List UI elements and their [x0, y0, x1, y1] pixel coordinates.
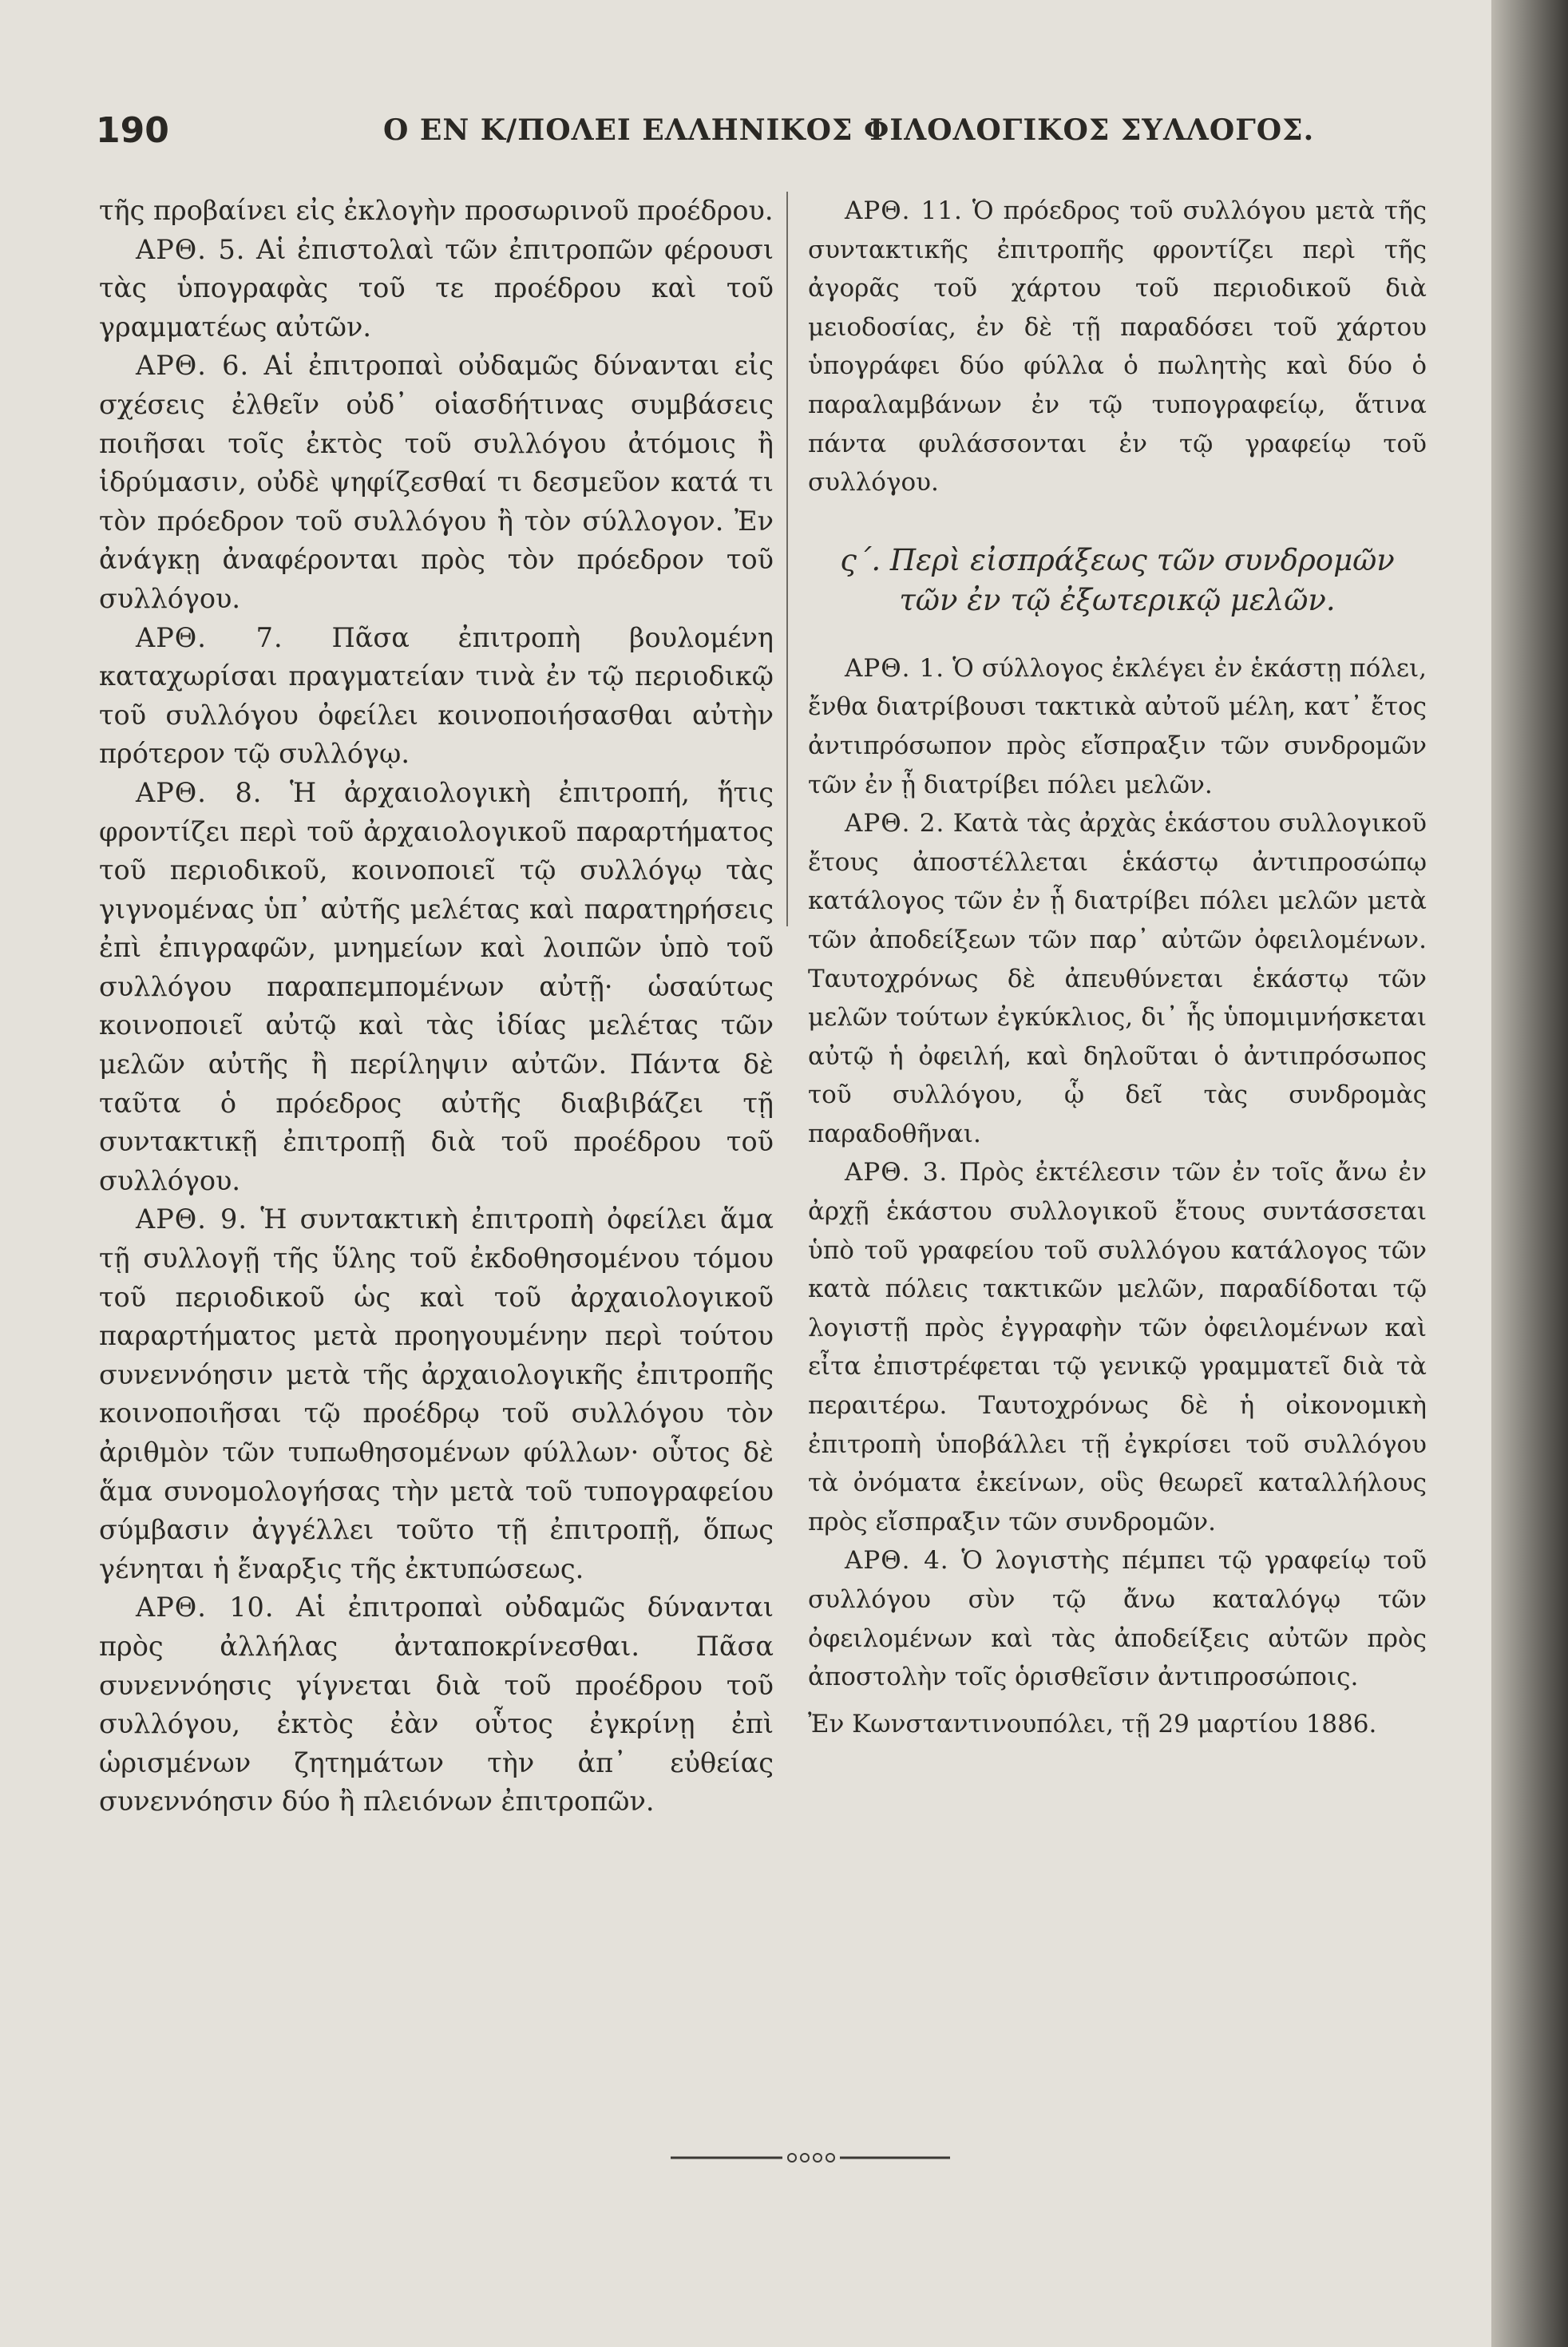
- article-number: ΑΡΘ. 9.: [136, 1203, 247, 1235]
- article-text: Ἡ ἀρχαιολογικὴ ἐπιτροπή, ἥτις φροντίζει περὶ τοῦ ἀρχαιολογικοῦ παραρτήματος τοῦ περιοδικοῦ, κοινοποιεῖ τῷ συλλόγῳ τὰς γιγνομένας ὑπ᾽ αὐτῆς μελέτας καὶ παρατηρήσεις ἐπὶ ἐπιγραφῶν, μνημείων καὶ λοιπῶν ὑπὸ τοῦ συλλόγου παραπεμπομένων αὐτῇ· ὡσαύτως κοινοποιεῖ αὐτῷ καὶ τὰς ἰδίας μελέτας τῶν μελῶν αὐτῆς ἢ περίληψιν αὐτῶν. Πάντα δὲ ταῦτα ὁ πρόεδρος αὐτῆς διαβιβάζει τῇ συντακτικῇ ἐπιτροπῇ διὰ τοῦ προέδρου τοῦ συλλόγου.: [99, 776, 774, 1196]
- date-signature: Ἐν Κωνσταντινουπόλει, τῇ 29 μαρτίου 1886.: [808, 1709, 1377, 1738]
- article-text: Αἱ ἐπιτροπαὶ οὐδαμῶς δύνανται εἰς σχέσεις ἐλθεῖν οὐδ᾽ οἱασδήτινας συμβάσεις ποιῆσαι τοῖς ἐκτὸς τοῦ συλλόγου ἀτόμοις ἢ ἱδρύμασιν, οὐδὲ ψηφίζεσθαί τι δεσμεῦον κατά τι τὸν πρόεδρον τοῦ συλλόγου ἢ τὸν σύλλογον. Ἐν ἀνάγκῃ ἀναφέρονται πρὸς τὸν πρόεδρον τοῦ συλλόγου.: [99, 350, 774, 614]
- left-column: [99, 192, 774, 1822]
- article-text: Ἡ συντακτικὴ ἐπιτροπὴ ὀφείλει ἅμα τῇ συλλογῇ τῆς ὕλης τοῦ ἐκδοθησομένου τόμου τοῦ περιοδικοῦ ὡς καὶ τοῦ ἀρχαιολογικοῦ παραρτήματος μετὰ προηγουμένην περὶ τούτου συνεννόησιν μετὰ τῆς ἀρχαιολογικῆς ἐπιτροπῆς κοινοποιῆσαι τῷ προέδρῳ τοῦ συλλόγου τὸν ἀριθμὸν τῶν τυπωθησομένων φύλλων· οὗτος δὲ ἅμα συνομολογήσας τὴν μετὰ τοῦ τυπογραφείου σύμβασιν ἀγγέλλει τοῦτο τῇ ἐπιτροπῇ, ὅπως γένηται ἡ ἔναρξις τῆς ἐκτυπώσεως.: [99, 1203, 774, 1584]
- article-11: [808, 192, 1427, 502]
- article-number: ΑΡΘ. 5.: [136, 233, 246, 265]
- article-text: Ὁ σύλλογος ἐκλέγει ἐν ἑκάστῃ πόλει, ἔνθα διατρίβουσι τακτικὰ αὐτοῦ μέλη, κατ᾽ ἔτος ἀντιπρόσωπον πρὸς εἴσπραξιν τῶν συνδρομῶν τῶν ἐν ᾗ διατρίβει πόλει μελῶν.: [808, 653, 1427, 799]
- column-divider: [786, 192, 788, 926]
- article-2: [808, 804, 1427, 1153]
- article-text: Ὁ λογιστὴς πέμπει τῷ γραφείῳ τοῦ συλλόγου σὺν τῷ ἄνω καταλόγῳ τῶν ὀφειλομένων καὶ τὰς ἀποδείξεις αὐτῶν πρὸς ἀποστολὴν τοῖς ὁρισθεῖσιν ἀντιπροσώποις.: [808, 1546, 1427, 1692]
- running-title: Ο ΕΝ Κ/ΠΟΛΕΙ ΕΛΛΗΝΙΚΟΣ ΦΙΛΟΛΟΓΙΚΟΣ ΣΥΛΛΟΓΟΣ.: [383, 113, 1315, 147]
- article-1: [808, 649, 1427, 804]
- article-number: ΑΡΘ. 8.: [136, 776, 263, 808]
- article-number: ΑΡΘ. 4.: [845, 1546, 949, 1576]
- article-number: ΑΡΘ. 3.: [845, 1158, 948, 1187]
- article-text: Ὁ πρόεδρος τοῦ συλλόγου μετὰ τῆς συντακτικῆς ἐπιτροπῆς φροντίζει περὶ τῆς ἀγορᾶς τοῦ χάρτου τοῦ περιοδικοῦ διὰ μειοδοσίας, ἐν δὲ τῇ παραδόσει τοῦ χάρτου ὑπογράφει δύο φύλλα ὁ πωλητὴς καὶ δύο ὁ παραλαμβάνων ἐν τῷ τυπογραφείῳ, ἅτινα πάντα φυλάσσονται ἐν τῷ γραφείῳ τοῦ συλλόγου.: [808, 196, 1427, 498]
- article-number: ΑΡΘ. 2.: [845, 809, 945, 838]
- article-5: [99, 231, 774, 347]
- right-column: [808, 192, 1427, 1743]
- article-number: ΑΡΘ. 6.: [136, 350, 250, 382]
- article-number: ΑΡΘ. 7.: [136, 621, 283, 653]
- article-text: Αἱ ἐπιστολαὶ τῶν ἐπιτροπῶν φέρουσι τὰς ὑπογραφὰς τοῦ τε προέδρου καὶ τοῦ γραμματέως αὐτῶν.: [99, 233, 774, 343]
- section-heading-line: ς΄. Περὶ εἰσπράξεως τῶν συνδρομῶν: [840, 542, 1395, 577]
- page-header: [96, 110, 1315, 158]
- article-4: [808, 1541, 1427, 1696]
- article-text: Κατὰ τὰς ἀρχὰς ἑκάστου συλλογικοῦ ἔτους ἀποστέλλεται ἑκάστῳ ἀντιπροσώπῳ κατάλογος τῶν ἐν ᾗ διατρίβει πόλει μελῶν μετὰ τῶν ἀποδείξεων τῶν παρ᾽ αὐτῶν ὀφειλομένων. Ταυτοχρόνως δὲ ἀπευθύνεται ἑκάστῳ τῶν μελῶν τούτων ἐγκύκλιος, δι᾽ ἧς ὑπομιμνήσκεται αὐτῷ ἡ ὀφειλή, καὶ δηλοῦται ὁ ἀντιπρόσωπος τοῦ συλλόγου, ᾧ δεῖ τὰς συνδρομὰς παραδοθῆναι.: [808, 809, 1427, 1148]
- section-heading-line: τῶν ἐν τῷ ἐξωτερικῷ μελῶν.: [899, 582, 1336, 617]
- article-7: [99, 619, 774, 774]
- article-8: [99, 774, 774, 1201]
- article-number: ΑΡΘ. 10.: [136, 1592, 275, 1623]
- end-ornament: [671, 2153, 950, 2163]
- article-text: Πρὸς ἐκτέλεσιν τῶν ἐν τοῖς ἄνω ἐν ἀρχῇ ἑκάστου συλλογικοῦ ἔτους συντάσσεται ὑπὸ τοῦ γραφείου τοῦ συλλόγου κατάλογος τῶν κατὰ πόλεις τακτικῶν μελῶν, παραδίδοται τῷ λογιστῇ πρὸς ἐγγραφὴν τῶν ὀφειλομένων καὶ εἶτα ἐπιστρέφεται τῷ γενικῷ γραμματεῖ διὰ τὰ περαιτέρω. Ταυτοχρόνως δὲ ἡ οἰκονομικὴ ἐπιτροπὴ ὑποβάλλει τῇ ἐγκρίσει τοῦ συλλόγου τὰ ὀνόματα ἐκείνων, οὓς θεωρεῖ καταλλήλους πρὸς εἴσπραξιν τῶν συνδρομῶν.: [808, 1158, 1427, 1536]
- article-text: Αἱ ἐπιτροπαὶ οὐδαμῶς δύνανται πρὸς ἀλλήλας ἀνταποκρίνεσθαι. Πᾶσα συνεννόησις γίγνεται διὰ τοῦ προέδρου τοῦ συλλόγου, ἐκτὸς ἐὰν οὗτος ἐγκρίνῃ ἐπὶ ὡρισμένων ζητημάτων τὴν ἀπ᾽ εὐθείας συνεννόησιν δύο ἢ πλειόνων ἐπιτροπῶν.: [99, 1592, 774, 1818]
- section-heading: [808, 541, 1427, 620]
- page-number: 190: [96, 110, 169, 151]
- article-9: [99, 1200, 774, 1588]
- article-6: [99, 347, 774, 618]
- article-number: ΑΡΘ. 11.: [845, 196, 963, 225]
- article-3: [808, 1153, 1427, 1541]
- article-number: ΑΡΘ. 1.: [845, 653, 945, 683]
- article-10: [99, 1588, 774, 1822]
- paragraph: [99, 192, 774, 231]
- paragraph-text: τῆς προβαίνει εἰς ἐκλογὴν προσωρινοῦ προέδρου.: [99, 195, 774, 226]
- article-text: Πᾶσα ἐπιτροπὴ βουλομένη καταχωρίσαι πραγματείαν τινὰ ἐν τῷ περιοδικῷ τοῦ συλλόγου ὀφείλει κοινοποιήσασθαι αὐτὴν πρότερον τῷ συλλόγῳ.: [99, 621, 774, 770]
- book-binding-edge: [1491, 0, 1568, 2347]
